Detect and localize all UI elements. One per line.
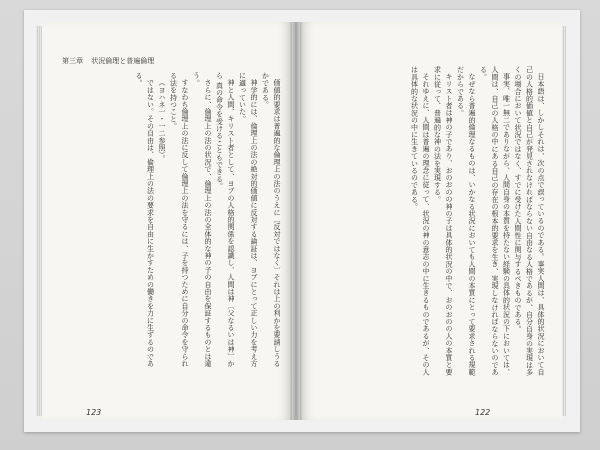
paragraph: なぜなら普遍的倫理なるものは、いかなる状況においても人間の本質にとって要求される規範だからである。	[456, 66, 476, 376]
chapter-label: 第三章	[62, 57, 83, 65]
paragraph: ではない。その自由は、倫理上の法の要求を自由に生かすための働きを力に生ずるのである。	[135, 72, 155, 367]
running-header	[62, 56, 154, 66]
paragraph: キリスト者は神の子であり、おのおのの神の子は具体的状況の中で、おのおのの人の本質と要求に従って、普遍的な神の法を実現する。	[433, 66, 453, 376]
chapter-title: 状況倫理と普遍倫理	[91, 57, 155, 65]
left-page-number: 123	[86, 408, 102, 417]
paragraph: 価値的要求は普遍的な倫理上の法のうえに〔反対ではなく〕それは上の利かを要請しうるかである。	[261, 72, 281, 367]
paragraph: すなわち倫理上の法に反して倫理上の法を守るには、子を持つために自分の命令を守られる法を持つこと。	[169, 72, 189, 367]
paragraph: 事実、唯一無二でありながら、人間自身の本質を持たない経験の具体的状況の下においては、人間は、自己の人格の中にある自己の存在の根本的要求を生き、実現しなければならないのである。	[479, 66, 511, 376]
book-gutter	[290, 22, 302, 420]
paragraph: （ヨハネ一・一二参照）。	[158, 79, 166, 162]
paragraph: 日本語は、しかしそれは、次の点で誤っているのである。事実人間は、具体的状況において自己の人格的価値と自己が発見されなければならない自由なる人格であるが、自分自身の実現は多くの場合において状況ではなく、すでに受けた人間性に関与するべきものである。	[514, 66, 545, 376]
left-page-text	[70, 72, 282, 370]
right-page-text	[308, 66, 546, 376]
paragraph: 神学的には、倫理上の法の絶対的価値に反対する論証は、ヨブにとって正しい力を考え方に適っていた。	[238, 72, 258, 367]
paragraph: 神と人間、キリスト者として、ヨブの人格的関係を認識し、人間は神〔父なるいは神〕から 真の命令を受けることもできる。	[215, 72, 235, 367]
paragraph: さらに、倫理上の法の状況で、倫理上の法の全体的な神の子の自由を保証するものとは違う。	[192, 72, 212, 367]
paragraph: それゆえに、人間は普遍の理念に従って、状況の神の意志の中に生きるものであるが、その人は具体的な状況の中に生きているのである。	[410, 66, 430, 376]
right-page-number: 122	[475, 408, 491, 417]
